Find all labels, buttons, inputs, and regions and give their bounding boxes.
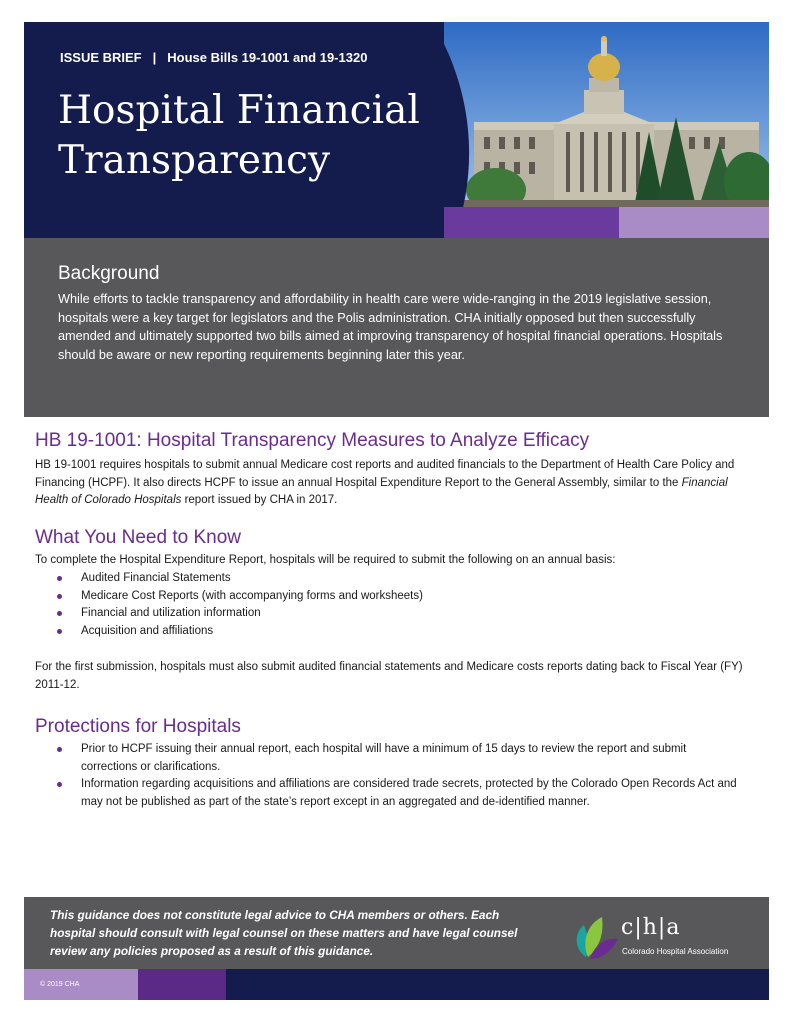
list-item: Acquisition and affiliations	[35, 623, 755, 641]
background-heading: Background	[58, 263, 160, 284]
title-line-2: Transparency	[58, 138, 330, 183]
issue-label: ISSUE BRIEF	[60, 50, 142, 65]
bullet-dot-icon	[57, 782, 62, 787]
header-banner	[24, 22, 769, 238]
purple-footer-block	[138, 969, 226, 1000]
list-item: Medicare Cost Reports (with accompanying forms and worksheets)	[35, 588, 755, 606]
hb-section-heading: HB 19-1001: Hospital Transparency Measures to Analyze Efficacy	[35, 430, 590, 451]
cha-logo-subtitle: Colorado Hospital Association	[622, 947, 729, 956]
bullet-dot-icon	[57, 629, 62, 634]
protections-heading: Protections for Hospitals	[35, 716, 241, 737]
lavender-accent-band	[619, 207, 769, 238]
page-title	[58, 86, 420, 186]
background-section	[24, 238, 769, 417]
bill-numbers: House Bills 19-1001 and 19-1320	[167, 50, 368, 65]
cha-logo-name: c|h|a	[621, 915, 681, 940]
need-to-know-intro: To complete the Hospital Expenditure Report, hospitals will be required to submit the following on an annual basis:	[35, 554, 616, 566]
list-item: Financial and utilization information	[35, 605, 755, 623]
purple-accent-band	[444, 207, 619, 238]
bullet-dot-icon	[57, 576, 62, 581]
issue-separator: |	[152, 50, 157, 65]
report-title: Financial Health of Colorado Hospitals	[35, 476, 728, 506]
capitol-building-photo	[444, 22, 769, 207]
list-item: Audited Financial Statements	[35, 570, 755, 588]
background-body: While efforts to tackle transparency and affordability in health care were wide-ranging in the 2019 legislative session, hospitals were a key target for legislators and the Polis administration. CHA initially opposed but then successfully amended and ultimately supported two bills aimed at improving transparency of hospital financial operations. Hospitals should be aware or new reporting requirements beginning later this year.	[58, 292, 723, 362]
required-items-list	[35, 570, 755, 640]
issue-brief-line	[60, 50, 367, 65]
bullet-dot-icon	[57, 747, 62, 752]
need-to-know-followup: For the first submission, hospitals must also submit audited financial statements and Medicare costs reports dating back to Fiscal Year (FY) 2011-12.	[35, 661, 743, 691]
hb-body-text: HB 19-1001 requires hospitals to submit annual Medicare cost reports and audited financials to the Department of Health Care Policy and Financing (HCPF). It also directs HCPF to issue an annual Hospital Expenditure Report to the General Assembly, similar to the	[35, 459, 735, 489]
bullet-dot-icon	[57, 594, 62, 599]
list-item: Prior to HCPF issuing their annual report, each hospital will have a minimum of 15 days to review the report and submit corrections or clarifications.	[35, 741, 743, 776]
bottom-bar	[24, 969, 769, 1000]
title-line-1: Hospital Financial	[58, 88, 420, 133]
disclaimer-footer	[24, 897, 769, 969]
protections-list	[35, 741, 743, 811]
hb-section-body	[35, 457, 755, 510]
hb-body-text-end: report issued by CHA in 2017.	[181, 494, 338, 506]
legal-disclaimer: This guidance does not constitute legal advice to CHA members or others. Each hospital should consult with legal counsel on these matters and have legal counsel review any policies proposed as a result of this guidance.	[50, 908, 518, 958]
list-item: Information regarding acquisitions and affiliations are considered trade secrets, protected by the Colorado Open Records Act and may not be published as part of the state’s report except in an aggregated and de-identified manner.	[35, 776, 743, 811]
bullet-dot-icon	[57, 611, 62, 616]
need-to-know-heading: What You Need to Know	[35, 527, 241, 548]
copyright-text: © 2019 CHA	[40, 981, 80, 988]
